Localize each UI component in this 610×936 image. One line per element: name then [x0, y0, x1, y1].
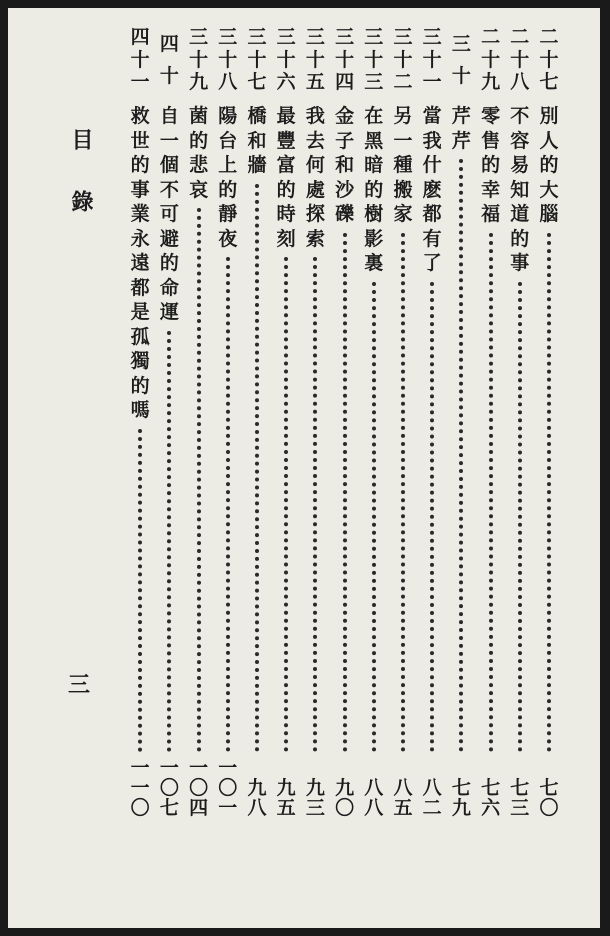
entry-title: 我 去 何 處 探 索 [305, 105, 325, 250]
entry-number: 三 十 四 [335, 26, 355, 93]
entry-page-number: 八 八 [364, 777, 384, 819]
entry-number: 三 十 六 [276, 26, 296, 93]
entry-number: 二 十 九 [481, 26, 501, 93]
entry-page-number: 九 五 [276, 777, 296, 819]
entry-page-number: 一 〇 七 [159, 757, 179, 819]
entry-title: 不 容 易 知 道 的 事 [510, 105, 530, 274]
entry-page-number: 七 九 [451, 777, 471, 819]
leader-dots [401, 233, 409, 753]
toc-entry [304, 28, 326, 818]
leader-dots [372, 282, 380, 753]
entry-title: 陽 台 上 的 靜 夜 [218, 105, 238, 250]
entry-title: 別 人 的 大 腦 [539, 105, 559, 225]
entry-page-number: 七 三 [510, 777, 530, 819]
toc-entry [480, 28, 502, 818]
toc-entry [188, 28, 210, 818]
entry-title: 在 黑 暗 的 樹 影 裏 [364, 105, 384, 274]
entry-title: 橋 和 牆 [247, 105, 267, 176]
entry-number: 三 十 九 [189, 26, 209, 93]
entry-number: 三 十 七 [247, 26, 267, 93]
toc-entry [129, 28, 151, 818]
toc-entry [363, 28, 385, 818]
entry-title: 自 一 個 不 可 避 的 命 運 [159, 105, 179, 323]
toc-entry [158, 28, 180, 818]
entry-title: 菌 的 悲 哀 [189, 105, 209, 201]
leader-dots [430, 282, 438, 753]
entry-number: 三 十 一 [422, 26, 442, 93]
leader-dots [518, 282, 526, 753]
entry-title: 另 一 種 搬 家 [393, 105, 413, 225]
leader-dots [226, 257, 234, 752]
toc-entry [450, 28, 472, 818]
entry-number: 四 十 一 [130, 26, 150, 93]
toc-entry [275, 28, 297, 818]
toc-entry [421, 28, 443, 818]
leader-dots [547, 233, 555, 753]
entry-page-number: 九 八 [247, 777, 267, 819]
entry-page-number: 八 五 [393, 777, 413, 819]
entry-title: 最 豐 富 的 時 刻 [276, 105, 296, 250]
entry-number: 三 十 二 [393, 26, 413, 93]
entry-page-number: 八 二 [422, 777, 442, 819]
entry-page-number: 七 〇 [539, 777, 559, 819]
entry-page-number: 九 三 [305, 777, 325, 819]
entry-number: 二 十 八 [510, 26, 530, 93]
entry-title: 當 我 什 麽 都 有 了 [422, 105, 442, 274]
toc-entry [509, 28, 531, 818]
entry-number: 二 十 七 [539, 26, 559, 93]
leader-dots [255, 184, 263, 753]
leader-dots [313, 257, 321, 752]
entry-page-number: 一 〇 四 [189, 757, 209, 819]
leader-dots [138, 429, 146, 753]
entry-number: 三 十 三 [364, 26, 384, 93]
leader-dots [489, 233, 497, 753]
entry-title: 零 售 的 幸 福 [481, 105, 501, 225]
entry-number: 三 十 [451, 32, 471, 87]
leader-dots [284, 257, 292, 752]
leader-dots [343, 233, 351, 753]
entry-page-number: 七 六 [481, 777, 501, 819]
leader-dots [197, 208, 205, 752]
entry-page-number: 一 一 〇 [130, 757, 150, 819]
entry-number: 四 十 [159, 32, 179, 87]
entry-title: 救 世 的 事 業 永 遠 都 是 孤 獨 的 嗎 [130, 105, 150, 421]
entry-number: 三 十 五 [305, 26, 325, 93]
toc-entry [538, 28, 560, 818]
leader-dots [167, 331, 175, 753]
page-heading-text: 目錄 [68, 128, 94, 252]
entry-title: 金 子 和 沙 礫 [335, 105, 355, 225]
toc-entry [217, 28, 239, 818]
entry-number: 三 十 八 [218, 26, 238, 93]
page-heading [66, 128, 92, 252]
entry-title: 芹 芹 [451, 105, 471, 152]
toc-entry [392, 28, 414, 818]
toc-entry [246, 28, 268, 818]
page-number: 三 [67, 672, 90, 698]
toc-entry [334, 28, 356, 818]
leader-dots [459, 159, 467, 752]
book-page [8, 8, 600, 928]
entry-page-number: 一 〇 一 [218, 757, 238, 819]
entry-page-number: 九 〇 [335, 777, 355, 819]
